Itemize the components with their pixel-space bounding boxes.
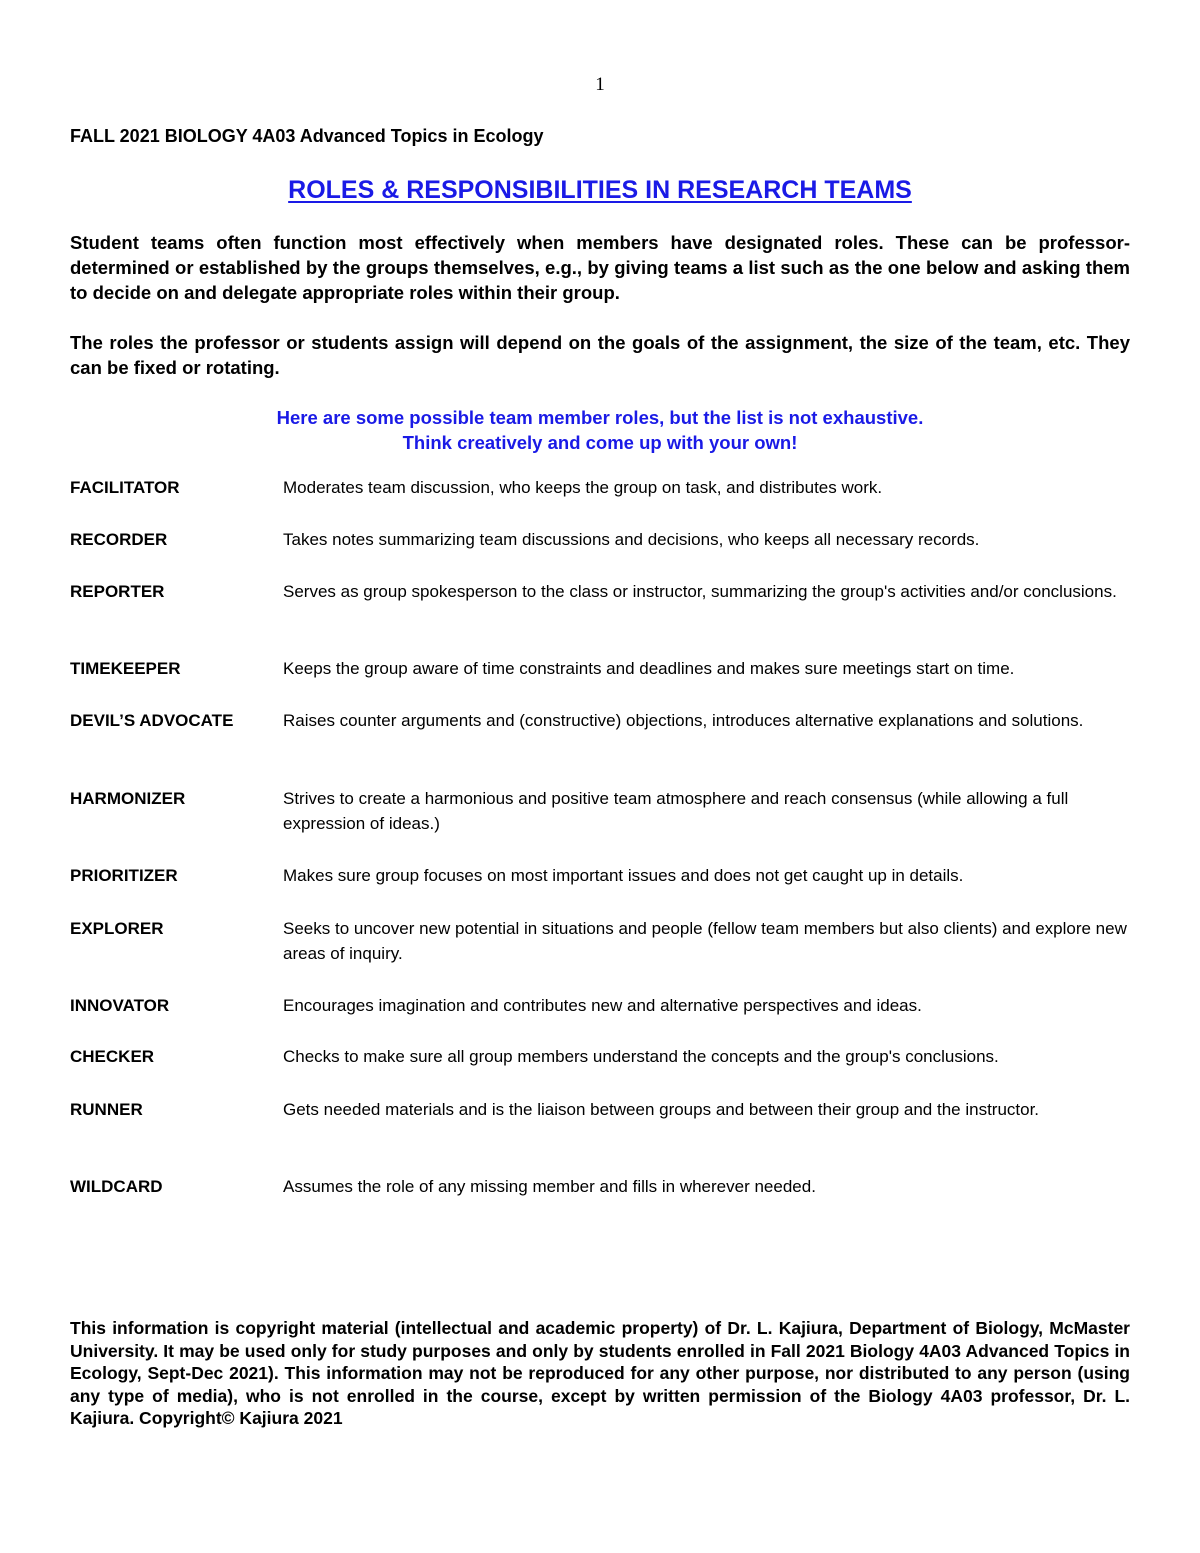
role-description: Assumes the role of any missing member and fills in wherever needed.	[283, 1177, 816, 1196]
role-description: Gets needed materials and is the liaison between groups and between their group and the instructor.	[283, 1100, 1040, 1119]
role-name: HARMONIZER	[70, 789, 186, 808]
role-name: RECORDER	[70, 530, 168, 549]
role-description: Serves as group spokesperson to the class or instructor, summarizing the group's activities and/or conclusions.	[283, 582, 1117, 601]
role-description: Strives to create a harmonious and positive team atmosphere and reach consensus (while allowing a full expression of ideas.)	[283, 789, 1069, 833]
role-name: FACILITATOR	[70, 478, 180, 497]
roles-note-line-2: Think creatively and come up with your own!	[402, 432, 798, 453]
role-description: Raises counter arguments and (constructive) objections, introduces alternative explanations and solutions.	[283, 711, 1084, 730]
role-name: WILDCARD	[70, 1177, 163, 1196]
roles-note	[0, 405, 1200, 455]
role-name: REPORTER	[70, 582, 165, 601]
role-description: Seeks to uncover new potential in situations and people (fellow team members but also clients) and explore new areas of inquiry.	[283, 919, 1127, 963]
copyright-notice: This information is copyright material (intellectual and academic property) of Dr. L. Kajiura, Department of Biology, McMaster University. It may be used only for study purposes and only by students enrolled in Fall 2021 Biology 4A03 Advanced Topics in Ecology, Sept-Dec 2021). This information may not be reproduced for any other purpose, nor distributed to any person (using any type of media), who is not enrolled in the course, except by written permission of the Biology 4A03 professor, Dr. L. Kajiura. Copyright© Kajiura 2021	[70, 1318, 1130, 1428]
role-name: PRIORITIZER	[70, 866, 178, 885]
role-description: Moderates team discussion, who keeps the group on task, and distributes work.	[283, 478, 883, 497]
page-number: 1	[595, 74, 605, 95]
role-description: Takes notes summarizing team discussions and decisions, who keeps all necessary records.	[283, 530, 980, 549]
intro-paragraph-2: The roles the professor or students assign will depend on the goals of the assignment, the size of the team, etc. They can be fixed or rotating.	[70, 332, 1130, 378]
course-line: FALL 2021 BIOLOGY 4A03 Advanced Topics in Ecology	[70, 126, 544, 146]
role-name: TIMEKEEPER	[70, 659, 181, 678]
intro-paragraph-1: Student teams often function most effectively when members have designated roles. These can be professor-determined or established by the groups themselves, e.g., by giving teams a list such as the one below and asking them to decide on and delegate appropriate roles within their group.	[70, 232, 1130, 303]
role-description: Checks to make sure all group members understand the concepts and the group's conclusions.	[283, 1047, 999, 1066]
roles-note-line-1: Here are some possible team member roles, but the list is not exhaustive.	[276, 407, 924, 428]
role-name: INNOVATOR	[70, 996, 170, 1015]
role-description: Keeps the group aware of time constraints and deadlines and makes sure meetings start on time.	[283, 659, 1015, 678]
role-description: Encourages imagination and contributes new and alternative perspectives and ideas.	[283, 996, 922, 1015]
role-description: Makes sure group focuses on most important issues and does not get caught up in details.	[283, 866, 964, 885]
role-name: RUNNER	[70, 1100, 143, 1119]
page-title: ROLES & RESPONSIBILITIES IN RESEARCH TEAMS	[288, 176, 912, 204]
role-name: DEVIL’S ADVOCATE	[70, 711, 234, 730]
role-name: EXPLORER	[70, 919, 164, 938]
role-name: CHECKER	[70, 1047, 155, 1066]
